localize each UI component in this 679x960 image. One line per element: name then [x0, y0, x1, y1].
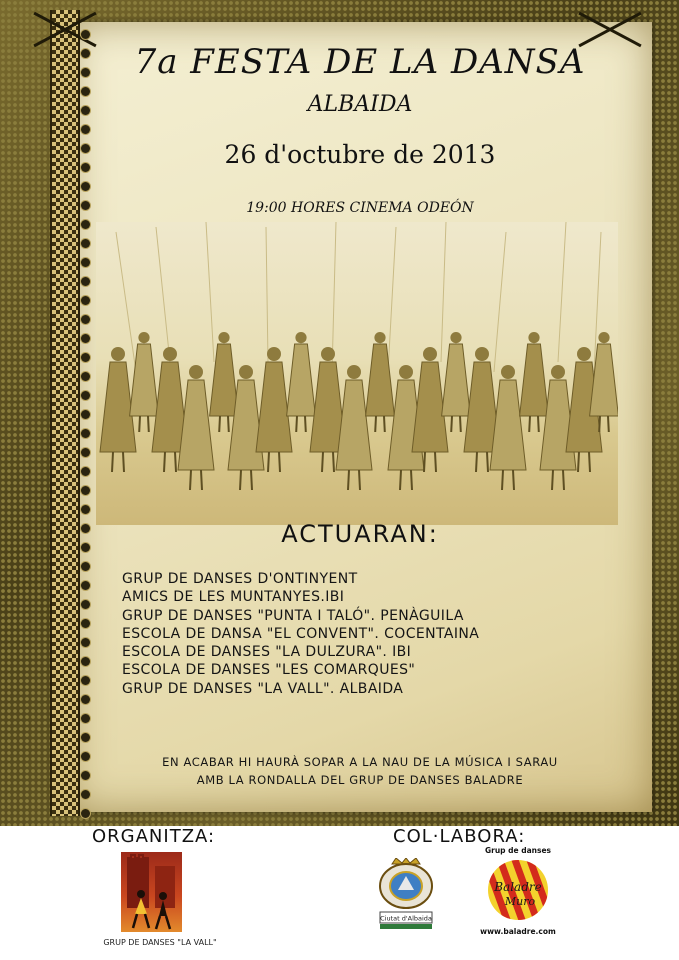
binding-ring: [81, 182, 90, 191]
organitza-caption: GRUP DE DANSES "LA VALL": [103, 938, 217, 947]
org-dancers-logo: [121, 852, 182, 932]
dancer-figure: [130, 332, 159, 432]
list-item: ESCOLA DE DANSES "LES COMARQUES": [122, 662, 416, 679]
binding-ring: [81, 315, 90, 324]
list-item: GRUP DE DANSES D'ONTINYENT: [122, 571, 358, 587]
binding-ring: [81, 657, 90, 666]
albaida-coat-of-arms: [374, 858, 438, 930]
binding-ring: [81, 486, 90, 495]
binding-ring: [81, 714, 90, 723]
binding-ring: [81, 220, 90, 229]
list-item: AMICS DE LES MUNTANYES.IBI: [122, 589, 345, 606]
after-party-note: [80, 753, 640, 789]
binding-ring: [81, 543, 90, 552]
binding-ring: [81, 600, 90, 609]
binding-ring: [81, 277, 90, 286]
performers-list: [122, 570, 479, 698]
binding-ring: [81, 562, 90, 571]
dancer-figure: [520, 332, 549, 432]
town-name: ALBAIDA: [307, 92, 413, 117]
list-item: GRUP DE DANSES "LA VALL". ALBAIDA: [122, 680, 404, 697]
binding-ring: [81, 391, 90, 400]
poster-title: 7a FESTA DE LA DANSA: [134, 42, 586, 82]
binding-ring: [81, 790, 90, 799]
binding-ring: [81, 258, 90, 267]
binding-ring: [81, 524, 90, 533]
binding-ring: [81, 296, 90, 305]
binding-ring: [81, 448, 90, 457]
laced-ladder-border: [50, 10, 80, 816]
dancer-figure: [178, 365, 214, 490]
binding-ring: [81, 334, 90, 343]
binding-ring: [81, 809, 90, 818]
binding-ring: [81, 581, 90, 590]
dancer-figure: [490, 365, 526, 490]
baladre-logo-place: Muro: [504, 895, 536, 908]
baladre-logo-title: Grup de danses: [484, 846, 552, 855]
dancer-figure: [287, 332, 316, 432]
time-and-venue: 19:00 HORES CINEMA ODEÓN: [246, 200, 474, 216]
binding-ring: [81, 467, 90, 476]
binding-ring: [81, 239, 90, 248]
binding-ring: [81, 505, 90, 514]
binding-ring: [81, 619, 90, 628]
albaida-logo-text: Ciutat d'Albaida: [380, 914, 432, 923]
binding-ring: [81, 695, 90, 704]
dancer-figure: [336, 365, 372, 490]
list-item: ESCOLA DE DANSA "EL CONVENT". COCENTAINA: [122, 625, 480, 642]
binding-ring: [81, 429, 90, 438]
binding-ring: [81, 30, 90, 39]
baladre-flag-logo: [480, 845, 556, 937]
list-item: GRUP DE DANSES "PUNTA I TALÓ". PENÀGUILA: [122, 607, 464, 624]
binding-ring: [81, 733, 90, 742]
baladre-logo-name: Baladre: [494, 880, 542, 894]
dancer-figure: [442, 332, 471, 432]
binding-ring: [81, 638, 90, 647]
colabora-label: COL·LABORA:: [393, 826, 526, 847]
note-line: AMB LA RONDALLA DEL GRUP DE DANSES BALADRE: [196, 773, 524, 787]
list-item: ESCOLA DE DANSES "LA DULZURA". IBI: [122, 644, 412, 661]
performers-heading: ACTUARAN:: [281, 520, 439, 548]
binding-ring: [81, 372, 90, 381]
binding-ring: [81, 410, 90, 419]
binding-ring: [81, 353, 90, 362]
dancer-figure: [366, 332, 395, 432]
dancers-photo: [96, 222, 618, 525]
dancers-illustration: [96, 222, 618, 525]
event-date: 26 d'octubre de 2013: [224, 140, 496, 169]
note-line: EN ACABAR HI HAURÀ SOPAR A LA NAU DE LA MÚSICA I SARAU: [162, 755, 558, 769]
baladre-url: www.baladre.com: [480, 927, 556, 936]
binding-ring: [81, 676, 90, 685]
organitza-label: ORGANITZA:: [92, 826, 216, 847]
binding-ring: [81, 125, 90, 134]
